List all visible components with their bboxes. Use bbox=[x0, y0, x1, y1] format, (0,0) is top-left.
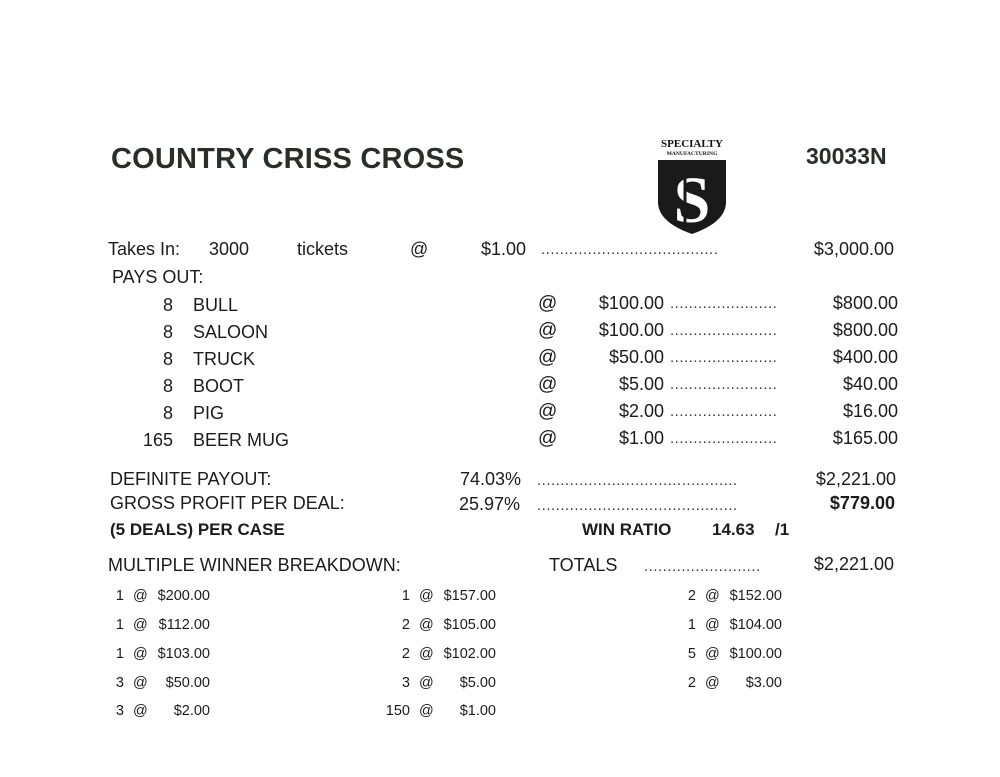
totals-label: TOTALS bbox=[549, 555, 618, 575]
prize-at: @ bbox=[538, 320, 558, 341]
specialty-manufacturing-logo bbox=[652, 136, 732, 236]
breakdown-amount: $2.00 bbox=[173, 703, 210, 719]
prize-leader: ....................... bbox=[670, 376, 778, 393]
prize-at: @ bbox=[538, 347, 558, 368]
breakdown-at: @ bbox=[133, 588, 148, 604]
win-ratio-value: 14.63 bbox=[712, 520, 755, 539]
prize-qty: 8 bbox=[162, 376, 173, 396]
prize-total: $16.00 bbox=[842, 401, 898, 421]
takes-in-at: @ bbox=[410, 239, 429, 259]
prize-name: SALOON bbox=[193, 322, 269, 342]
prize-at: @ bbox=[538, 293, 558, 314]
breakdown-qty: 2 bbox=[687, 588, 696, 604]
prize-name: TRUCK bbox=[193, 349, 255, 369]
svg-text:SPECIALTY: SPECIALTY bbox=[661, 138, 723, 150]
breakdown-qty: 2 bbox=[401, 617, 410, 633]
prize-total: $40.00 bbox=[842, 374, 898, 394]
breakdown-at: @ bbox=[133, 646, 148, 662]
prize-qty: 8 bbox=[162, 349, 173, 369]
takes-in-unit: tickets bbox=[297, 239, 349, 259]
breakdown-qty: 3 bbox=[401, 675, 410, 691]
gross-profit-label: GROSS PROFIT PER DEAL: bbox=[110, 493, 345, 513]
breakdown-amount: $200.00 bbox=[157, 588, 210, 604]
form-number: 30033N bbox=[806, 143, 887, 169]
breakdown-amount: $100.00 bbox=[729, 646, 782, 662]
breakdown-at: @ bbox=[705, 646, 720, 662]
prize-leader: ....................... bbox=[670, 430, 778, 447]
breakdown-at: @ bbox=[419, 588, 434, 604]
breakdown-qty: 1 bbox=[115, 646, 124, 662]
breakdown-amount: $103.00 bbox=[157, 646, 210, 662]
prize-total: $400.00 bbox=[832, 347, 898, 367]
breakdown-at: @ bbox=[705, 617, 720, 633]
prize-name: PIG bbox=[193, 403, 225, 423]
prize-at: @ bbox=[538, 401, 558, 422]
prize-qty: 8 bbox=[162, 322, 173, 342]
breakdown-at: @ bbox=[419, 703, 434, 719]
gross-profit-pct: 25.97% bbox=[458, 494, 520, 514]
page-title: COUNTRY CRISS CROSS bbox=[111, 143, 465, 175]
breakdown-at: @ bbox=[133, 617, 148, 633]
definite-payout-total: $2,221.00 bbox=[815, 469, 896, 489]
gross-profit-total: $779.00 bbox=[829, 493, 895, 513]
prize-amount: $50.00 bbox=[608, 347, 664, 367]
breakdown-amount: $112.00 bbox=[158, 617, 210, 633]
prize-total: $800.00 bbox=[832, 293, 898, 313]
pays-out-label: PAYS OUT: bbox=[112, 267, 204, 287]
prize-qty: 165 bbox=[142, 430, 173, 450]
prize-total: $800.00 bbox=[832, 320, 898, 340]
prize-leader: ....................... bbox=[670, 295, 778, 312]
breakdown-qty: 2 bbox=[401, 646, 410, 662]
prize-qty: 8 bbox=[162, 403, 173, 423]
breakdown-amount: $3.00 bbox=[745, 675, 782, 691]
breakdown-amount: $105.00 bbox=[443, 617, 496, 633]
breakdown-amount: $50.00 bbox=[165, 675, 210, 691]
breakdown-label: MULTIPLE WINNER BREAKDOWN: bbox=[108, 555, 401, 575]
breakdown-amount: $1.00 bbox=[459, 703, 496, 719]
win-ratio-label: WIN RATIO bbox=[582, 520, 672, 539]
breakdown-amount: $152.00 bbox=[729, 588, 782, 604]
breakdown-qty: 1 bbox=[687, 617, 696, 633]
prize-amount: $100.00 bbox=[598, 293, 664, 313]
breakdown-at: @ bbox=[705, 588, 720, 604]
breakdown-at: @ bbox=[419, 675, 434, 691]
takes-in-label: Takes In: bbox=[108, 239, 181, 259]
totals-leader: ......................... bbox=[644, 558, 761, 575]
breakdown-at: @ bbox=[419, 617, 434, 633]
breakdown-qty: 150 bbox=[385, 703, 410, 719]
takes-in-count: 3000 bbox=[209, 239, 250, 259]
win-ratio-suffix: /1 bbox=[775, 520, 790, 539]
prize-total: $165.00 bbox=[832, 428, 898, 448]
breakdown-amount: $5.00 bbox=[459, 675, 496, 691]
breakdown-qty: 5 bbox=[687, 646, 696, 662]
svg-text:MANUFACTURING: MANUFACTURING bbox=[666, 151, 718, 157]
prize-leader: ....................... bbox=[670, 322, 778, 339]
svg-text:S: S bbox=[673, 164, 711, 236]
prize-amount: $100.00 bbox=[598, 320, 664, 340]
gross-profit-leader: ........................................... bbox=[537, 497, 738, 514]
deals-per-case: (5 DEALS) PER CASE bbox=[110, 520, 285, 539]
prize-amount: $5.00 bbox=[618, 374, 664, 394]
breakdown-at: @ bbox=[133, 675, 148, 691]
breakdown-at: @ bbox=[133, 703, 148, 719]
definite-payout-leader: ........................................... bbox=[537, 472, 738, 489]
prize-qty: 8 bbox=[162, 295, 173, 315]
breakdown-at: @ bbox=[705, 675, 720, 691]
prize-leader: ....................... bbox=[670, 349, 778, 366]
breakdown-qty: 2 bbox=[687, 675, 696, 691]
breakdown-qty: 3 bbox=[115, 675, 124, 691]
breakdown-at: @ bbox=[419, 646, 434, 662]
prize-name: BULL bbox=[193, 295, 239, 315]
breakdown-qty: 1 bbox=[401, 588, 410, 604]
breakdown-qty: 1 bbox=[115, 617, 124, 633]
prize-leader: ....................... bbox=[670, 403, 778, 420]
breakdown-qty: 3 bbox=[115, 703, 124, 719]
breakdown-amount: $157.00 bbox=[443, 588, 496, 604]
prize-amount: $1.00 bbox=[618, 428, 664, 448]
takes-in-total: $3,000.00 bbox=[813, 239, 894, 259]
prize-at: @ bbox=[538, 428, 558, 449]
prize-amount: $2.00 bbox=[618, 401, 664, 421]
breakdown-qty: 1 bbox=[115, 588, 124, 604]
breakdown-amount: $102.00 bbox=[443, 646, 496, 662]
prize-at: @ bbox=[538, 374, 558, 395]
breakdown-amount: $104.00 bbox=[729, 617, 782, 633]
definite-payout-label: DEFINITE PAYOUT: bbox=[110, 469, 272, 489]
takes-in-price: $1.00 bbox=[480, 239, 526, 259]
prize-name: BEER MUG bbox=[193, 430, 290, 450]
totals-value: $2,221.00 bbox=[813, 554, 894, 574]
definite-payout-pct: 74.03% bbox=[459, 469, 521, 489]
takes-in-leader: ...................................... bbox=[541, 241, 719, 258]
prize-name: BOOT bbox=[193, 376, 245, 396]
